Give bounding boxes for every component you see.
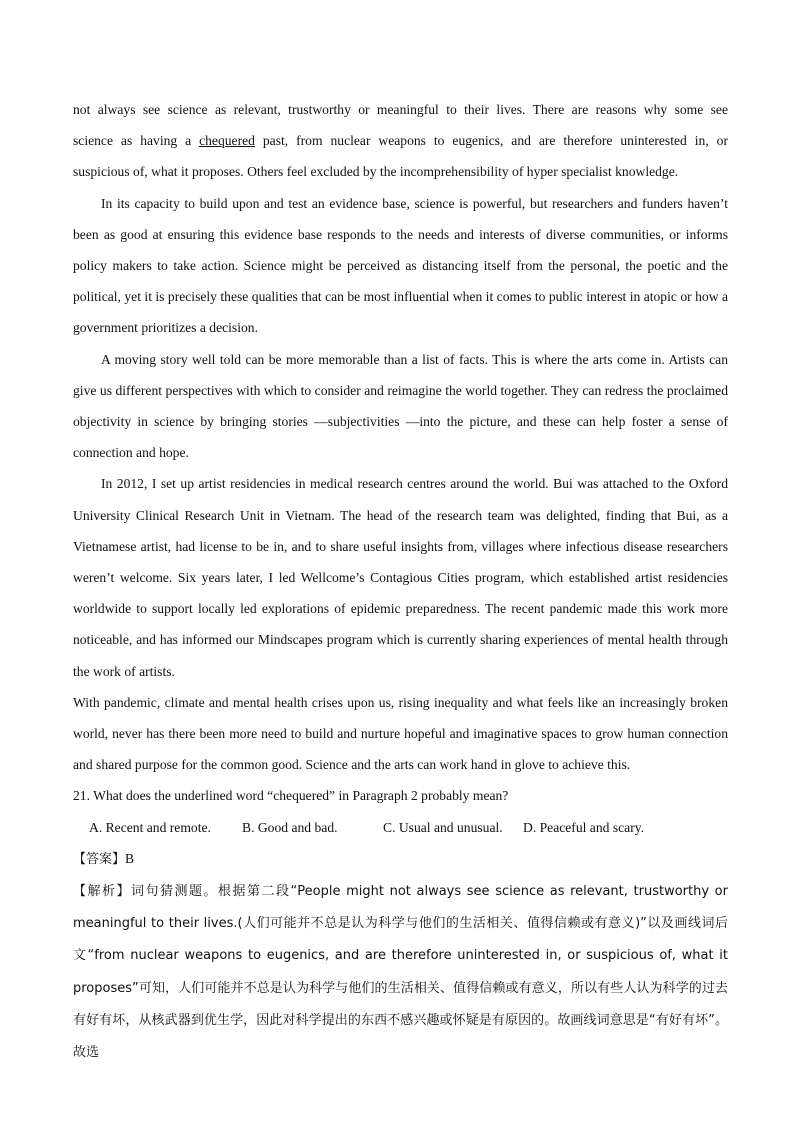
paragraph-4: In 2012, I set up artist residencies in medical research centres around the world. Bui was attached to the Oxford University Clinical Research Unit in Vietnam. The head of the research team was delighted, finding that Bui, as a Vietnamese artist, had license to be in, and to share useful insights from, villages where infectious disease researchers weren’t welcome. Six years later, I led Wellcome’s Contagious Cities program, which established artist residencies worldwide to support locally led explorations of epidemic preparedness. The recent pandemic made this work more noticeable, and has informed our Mindscapes program which is currently sharing experiences of mental health through the work of artists. (73, 476, 728, 679)
question-21: 21. What does the underlined word “chequered” in Paragraph 2 probably mean? (73, 788, 509, 804)
option-a: A. Recent and remote. (89, 819, 211, 835)
paragraph-1-line-2 (73, 125, 728, 156)
answer-value: B (125, 850, 135, 866)
answer-label: 【答案】 (73, 851, 126, 867)
option-d: D. Peaceful and scary. (523, 819, 645, 835)
document-page (73, 94, 728, 1068)
paragraph-1-line-3: suspicious of, what it proposes. Others feel excluded by the incomprehensibility of hyper specialist knowledge. (73, 164, 679, 180)
analysis-text: 词句猜测题。根据第二段“People might not always see science as relevant, trustworthy or meaningful to their lives.(人们可能并不总是认为科学与他们的生活相关、值得信赖或有意义)”以及画线词后文“from nuclear weapons to eugenics, and are therefore uninterested in, or suspicious of, what it proposes”可知，人们可能并不总是认为科学与他们的生活相关、值得信赖或有意义，所以有些人认为科学的过去有好有坏，从核武器到优生学，因此对科学提出的东西不感兴趣或怀疑是有原因的。故画线词意思是“有好有坏”。故选 (73, 884, 728, 1061)
analysis-label: 【解析】 (73, 884, 132, 900)
paragraph-5: With pandemic, climate and mental health crises upon us, rising inequality and what feels like an increasingly broken world, never has there been more need to build and nurture hopeful and imaginative spaces to grow human connection and shared purpose for the common good. Science and the arts can work hand in glove to achieve this. (73, 694, 728, 773)
answer-line (73, 843, 728, 875)
underlined-word-chequered: chequered (199, 133, 255, 149)
paragraph-1-line-2-start: science as having a (73, 133, 200, 149)
paragraph-1-line-2-end: past, from nuclear weapons to eugenics, and are therefore uninterested in, or (254, 133, 728, 149)
analysis-paragraph (73, 875, 728, 1068)
paragraph-3: A moving story well told can be more memorable than a list of facts. This is where the arts come in. Artists can give us different perspectives with which to consider and reimagine the world together. They can redress the proclaimed objectivity in science by bringing stories —subjectivities —into the picture, and these can help foster a sense of connection and hope. (73, 351, 728, 461)
paragraph-1-line-1: not always see science as relevant, trustworthy or meaningful to their lives. There are reasons why some see (73, 102, 728, 117)
option-c: C. Usual and unusual. (383, 819, 503, 835)
option-b: B. Good and bad. (242, 819, 338, 835)
paragraph-2: In its capacity to build upon and test an evidence base, science is powerful, but researchers and funders haven’t been as good at ensuring this evidence base responds to the needs and interests of diverse communities, or informs policy makers to take action. Science might be perceived as distancing itself from the personal, the poetic and the political, yet it is precisely these qualities that can be most influential when it comes to public interest in atopic or how a government prioritizes a decision. (73, 195, 728, 336)
answer-options (73, 812, 728, 843)
